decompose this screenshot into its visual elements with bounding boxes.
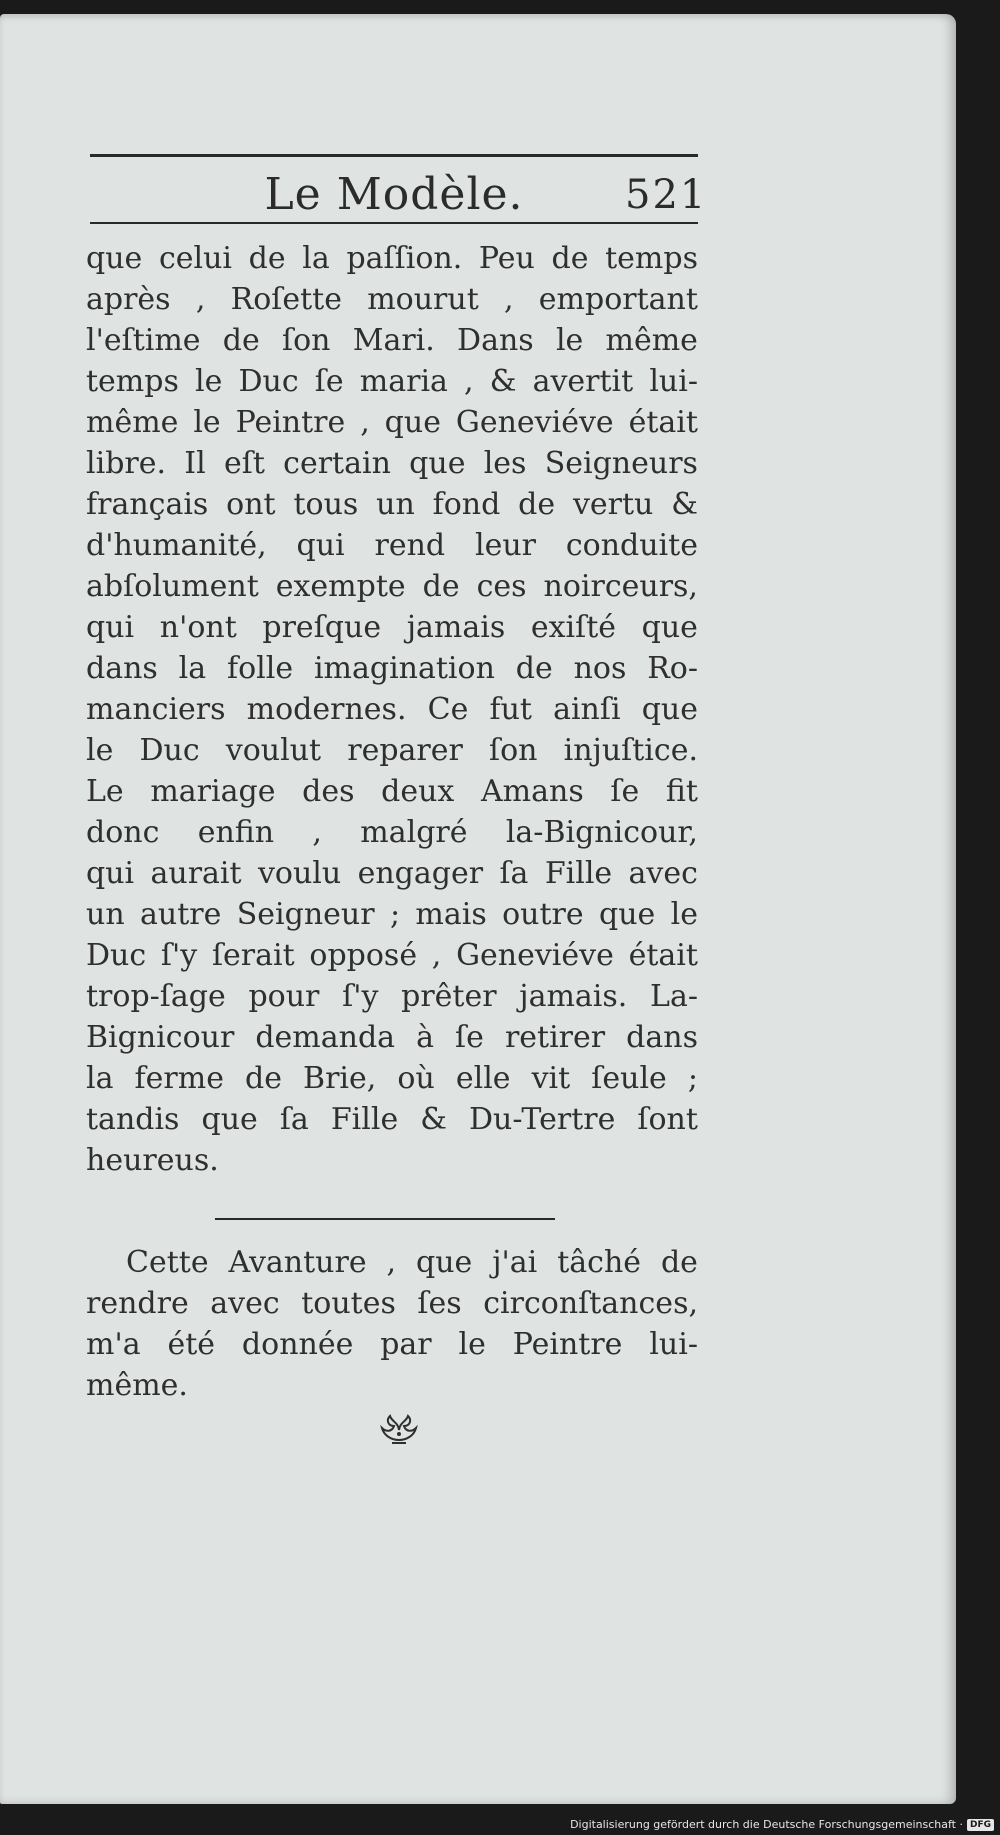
text-line: après , Roſette mourut , emportant xyxy=(86,282,698,317)
text-line: que celui de la paſſion. Peu de temps xyxy=(86,241,698,276)
book-page xyxy=(0,14,956,1804)
text-line: qui aurait voulu engager ſa Fille avec xyxy=(86,856,698,891)
text-line: qui n'ont preſque jamais exiſté que xyxy=(86,610,698,645)
text-line: m'a été donnée par le Peintre lui- xyxy=(86,1327,698,1362)
text-line: l'eſtime de ſon Mari. Dans le même xyxy=(86,323,698,358)
page-number: 521 xyxy=(625,172,708,218)
text-line: manciers modernes. Ce fut ainſi que xyxy=(86,692,698,727)
header-bottom-rule xyxy=(90,222,698,224)
text-line: français ont tous un fond de vertu & xyxy=(86,487,698,522)
text-line: même. xyxy=(86,1368,188,1403)
footer-text: Digitalisierung gefördert durch die Deutsche Forschungsgemeinschaft · xyxy=(570,1818,963,1831)
text-line: trop-ſage pour ſ'y prêter jamais. La- xyxy=(86,979,698,1014)
fleuron-icon xyxy=(374,1410,424,1450)
text-line: un autre Seigneur ; mais outre que le xyxy=(86,897,698,932)
text-line: abſolument exempte de ces noirceurs, xyxy=(86,569,698,604)
text-line: le Duc voulut reparer ſon injuſtice. xyxy=(86,733,698,768)
text-line: la ferme de Brie, où elle vit ſeule ; xyxy=(86,1061,698,1096)
text-line: dans la folle imagination de nos Ro- xyxy=(86,651,698,686)
closing-paragraph xyxy=(86,1242,698,1406)
text-line: même le Peintre , que Geneviéve était xyxy=(86,405,698,440)
text-line: temps le Duc ſe maria , & avertit lui- xyxy=(86,364,698,399)
header-top-rule xyxy=(90,154,698,157)
digitization-footer xyxy=(570,1818,994,1831)
text-line: Bignicour demanda à ſe retirer dans xyxy=(86,1020,698,1055)
section-divider xyxy=(215,1218,555,1220)
text-line: libre. Il eſt certain que les Seigneurs xyxy=(86,446,698,481)
text-line: rendre avec toutes ſes circonſtances, xyxy=(86,1286,698,1321)
text-line: Le mariage des deux Amans ſe fit xyxy=(86,774,698,809)
text-line: Duc ſ'y ſerait opposé , Geneviéve était xyxy=(86,938,698,973)
text-line: heureus. xyxy=(86,1143,219,1178)
text-line: donc enfin , malgré la-Bignicour, xyxy=(86,815,698,850)
text-line: d'humanité, qui rend leur conduite xyxy=(86,528,698,563)
body-paragraph xyxy=(86,238,698,1181)
dfg-logo: DFG xyxy=(967,1819,994,1831)
running-title: Le Modèle. xyxy=(264,169,524,220)
text-line: tandis que ſa Fille & Du-Tertre ſont xyxy=(86,1102,698,1137)
text-line: Cette Avanture , que j'ai tâché de xyxy=(126,1245,698,1280)
